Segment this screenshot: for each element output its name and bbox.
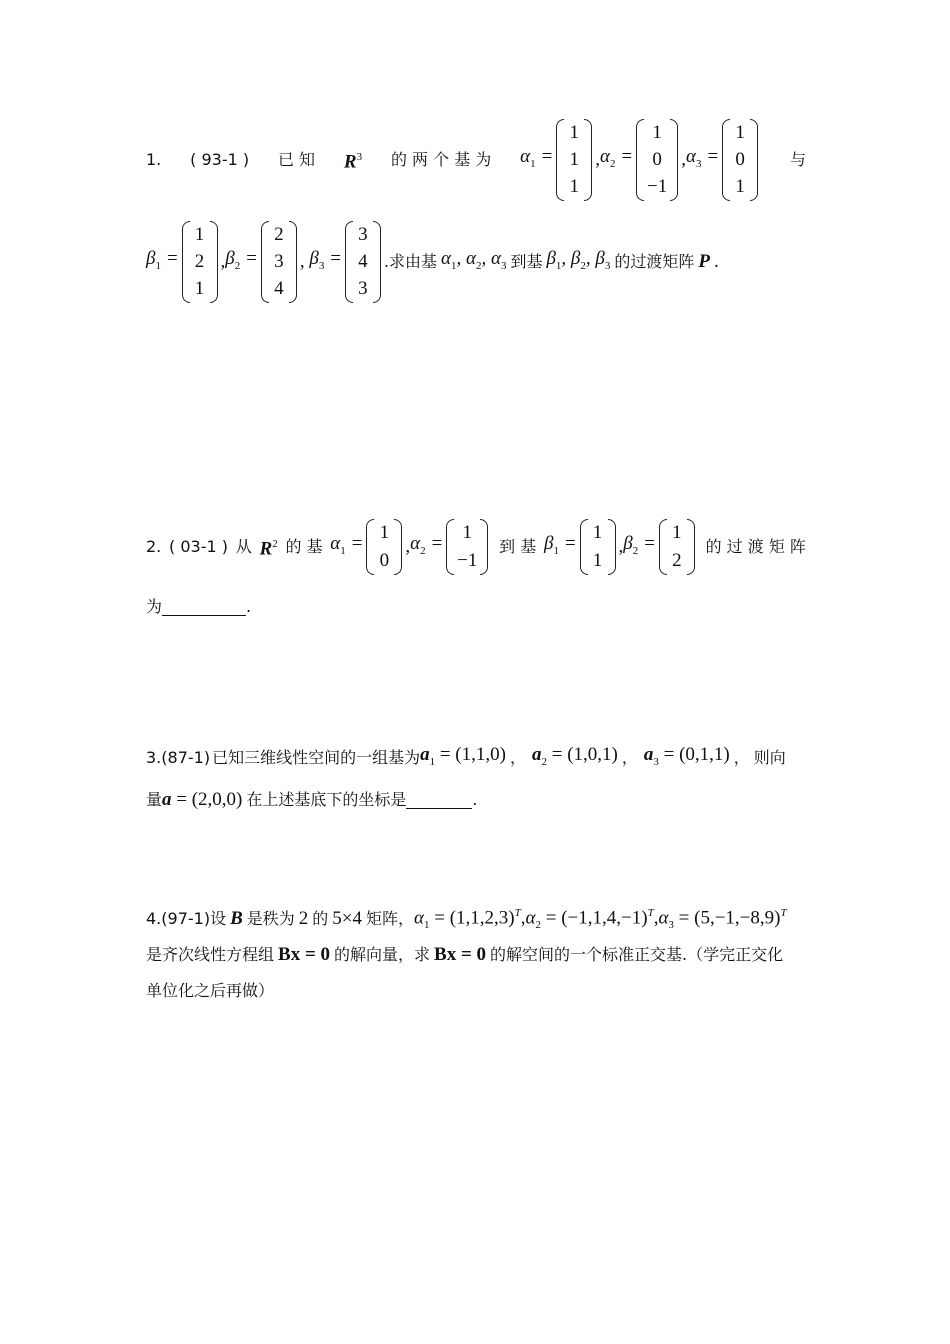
answer-blank[interactable] (162, 599, 246, 616)
problem-4-text-5: 是齐次线性方程组 (146, 945, 275, 964)
problem-1-source: ( 93-1 ) (190, 150, 250, 169)
vector-beta-3: 3 4 3 (345, 221, 381, 303)
basis-alpha: $\alpha_1$ = 1 1 1 , $\alpha_2$ = 1 0 −1 , $\alpha_3$ = 1 0 1 (520, 119, 761, 201)
problem-2-text-5: 为 (146, 597, 163, 616)
problem-1-text-4: .求由基 (383, 252, 437, 271)
problem-4-line-2: 是齐次线性方程组 Bx = 0 的解向量，求 Bx = 0 的解空间的一个标准正交基.（学完正交化 (146, 944, 784, 965)
problem-1-text-3: 与 (789, 150, 806, 169)
vector-beta-2: 2 3 4 (261, 221, 297, 303)
problem-3-line-2: 量 a = (2,0,0) 在上述基底下的坐标是 . (146, 789, 478, 810)
problem-2-text-2: 的 基 (285, 537, 323, 556)
vector-alpha-1: 1 0 (366, 519, 402, 575)
problem-4-line-1: 4. (97-1) 设 B 是秩为 2 的 5×4 矩阵， $\alpha_1 = (1,1,2,3)^T$, $\alpha_2 = (-1,1,4,-1)^T$, $\alpha_3 = (5,-1,-8,9)^T$ (146, 906, 787, 932)
space-R3: $R^3$ (343, 151, 363, 173)
problem-2-source: ( 03-1 ) (169, 537, 228, 556)
vector-alpha-2: 1 0 −1 (636, 119, 678, 201)
problem-4-source: (97-1) (161, 909, 211, 928)
space-R2: $R^2$ (259, 538, 278, 560)
problem-1-number: 1. (146, 150, 162, 169)
problem-1-text-2: 的 两 个 基 为 (390, 150, 492, 169)
problem-3-number: 3. (146, 748, 162, 767)
problem-3-text-4: 在上述基底下的坐标是 (246, 790, 407, 809)
problem-3-text-1: 已知三维线性空间的一组基为 (212, 748, 421, 767)
problem-1-text-6: 的过渡矩阵 (614, 252, 695, 271)
problem-1-line-1 (146, 118, 806, 202)
vector-alpha-1: 1 1 1 (556, 119, 592, 201)
problem-2-text-3: 到 基 (499, 537, 537, 556)
problem-4-line-3 (146, 978, 806, 1004)
problem-1-text-1: 已 知 (277, 150, 316, 169)
problem-3-source: (87-1) (161, 748, 211, 767)
problem-2-line-1 (146, 518, 806, 576)
vector-beta-1: 1 1 (580, 519, 616, 575)
problem-4-number: 4. (146, 909, 162, 928)
problem-4-text-2: 是秩为 (246, 909, 295, 928)
problem-2-line-2: 为 . (146, 597, 252, 616)
problem-2-text-1: 从 (235, 537, 252, 556)
problem-4-text-3: 的 (312, 909, 329, 928)
problem-4-text-8: 单位化之后再做） (146, 981, 275, 1000)
problem-2-text-4: 的 过 渡 矩 阵 (705, 537, 806, 556)
answer-blank[interactable] (406, 792, 472, 809)
problem-1-line-2: $\beta_1$ = 1 2 1 , $\beta_2$ = 2 3 4 , $\beta_3$ = 3 4 3 .求由基 $\alpha_1$, $\alpha_2$, $\alpha_3$ 到基 $\beta_1$, $\beta_2$, $\beta_3$ 的过渡矩阵 P . (146, 220, 806, 304)
matrix-P: P (698, 251, 710, 272)
problem-4 (146, 906, 806, 1004)
basis-beta-2d: $\beta_1$ = 1 1 , $\beta_2$ = 1 2 (544, 519, 698, 575)
problem-4-text-4: 矩阵， (366, 909, 415, 928)
vector-beta-2: 1 2 (659, 519, 695, 575)
basis-alpha-2d: $\alpha_1$ = 1 0 , $\alpha_2$ = 1 −1 (330, 519, 491, 575)
problem-3-line-1: 3. (87-1) 已知三维线性空间的一组基为 $a_1 = (1,1,0)$ ， $a_2 = (1,0,1)$ ， $a_3 = (0,1,1)$ ， 则向 (146, 743, 786, 768)
vector-alpha-3: 1 0 1 (722, 119, 758, 201)
vector-beta-1: 1 2 1 (182, 221, 218, 303)
problem-4-text-6: 的解向量，求 (334, 945, 431, 964)
problem-3-text-2: 则向 (753, 748, 786, 767)
problem-4-text-7: 的解空间的一个标准正交基.（学完正交化 (490, 945, 784, 964)
problem-2-number: 2. (146, 537, 162, 556)
problem-3 (146, 743, 806, 812)
vector-alpha-2: 1 −1 (446, 519, 488, 575)
problem-1 (146, 118, 806, 304)
problem-3-text-3: 量 (146, 790, 163, 809)
problem-2 (146, 518, 806, 618)
problem-4-text-1: 设 (210, 909, 227, 928)
problem-1-text-5: 到基 (510, 252, 543, 271)
